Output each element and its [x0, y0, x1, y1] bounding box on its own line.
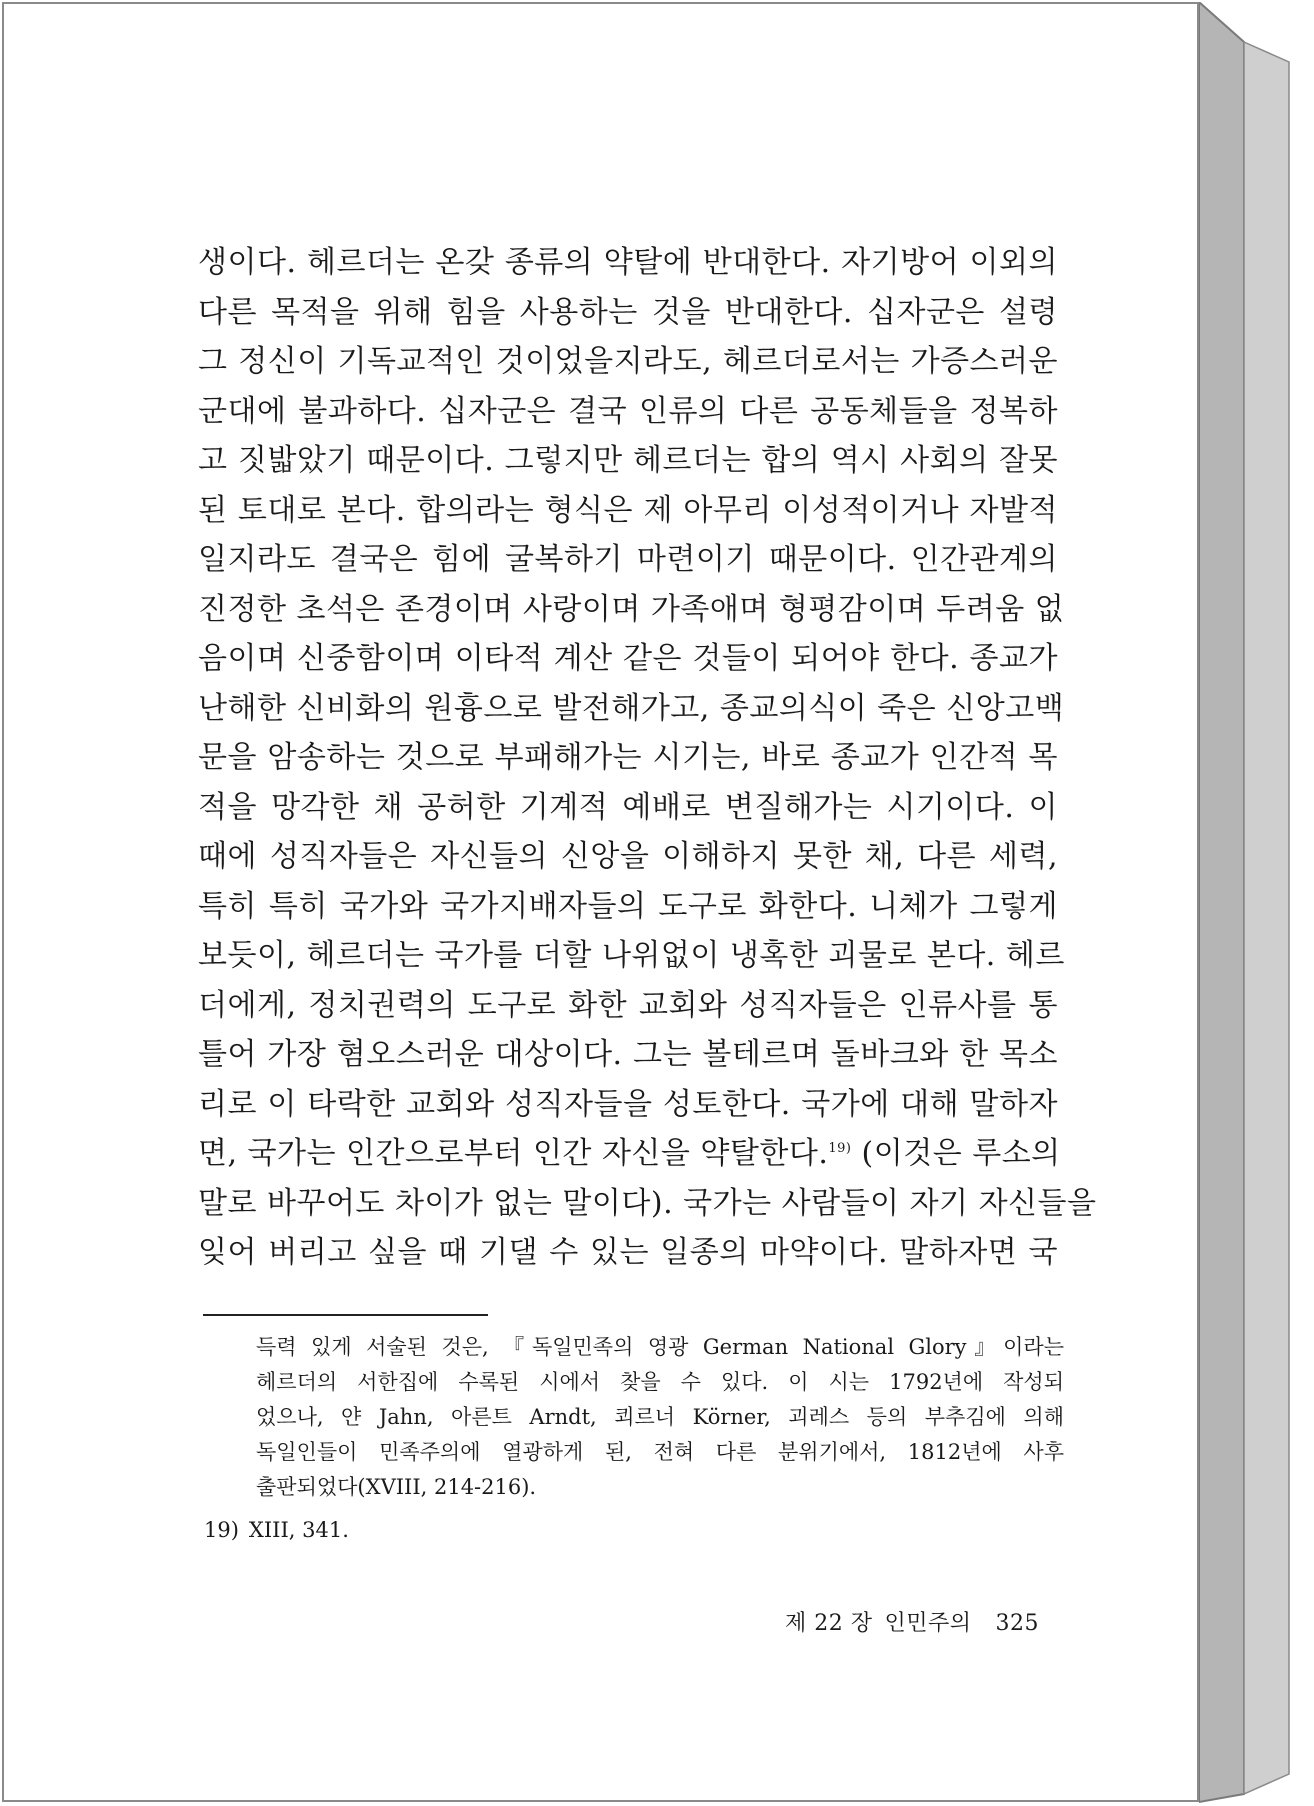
- body-line: 보듯이, 헤르더는 국가를 더할 나위없이 냉혹한 괴물로 본다. 헤르: [198, 938, 1065, 973]
- chapter-label: 제 22 장: [785, 1611, 873, 1636]
- footnote-line: 었으나, 얀 Jahn, 아른트 Arndt, 쾨르너 Körner, 괴레스 등의 부추김에 의해: [256, 1405, 1064, 1429]
- footnote-line: 출판되었다(XVIII, 214-216).: [256, 1475, 537, 1499]
- footnote-19: [204, 1513, 1064, 1548]
- body-line: 군대에 불과하다. 십자군은 결국 인류의 다른 공동체들을 정복하: [198, 393, 1058, 429]
- body-line: 된 토대로 본다. 합의라는 형식은 제 아무리 이성적이거나 자발적: [198, 492, 1058, 528]
- chapter-title: 인민주의: [884, 1611, 972, 1636]
- footnote-number: 19): [204, 1518, 239, 1542]
- body-line: 더에게, 정치권력의 도구로 화한 교회와 성직자들은 인류사를 통: [198, 987, 1058, 1023]
- main-body-text: [198, 238, 1097, 1278]
- body-line: 진정한 초석은 존경이며 사랑이며 가족애며 형평감이며 두려움 없: [198, 591, 1065, 627]
- body-line: 틀어 가장 혐오스러운 대상이다. 그는 볼테르며 돌바크와 한 목소: [198, 1037, 1058, 1072]
- body-line: 다른 목적을 위해 힘을 사용하는 것을 반대한다. 십자군은 설령: [198, 294, 1058, 330]
- body-line: 난해한 신비화의 원흉으로 발전해가고, 종교의식이 죽은 신앙고백: [198, 690, 1065, 726]
- body-line: 생이다. 헤르더는 온갖 종류의 약탈에 반대한다. 자기방어 이외의: [198, 245, 1058, 280]
- body-line: 고 짓밟았기 때문이다. 그렇지만 헤르더는 합의 역시 사회의 잘못: [198, 443, 1058, 478]
- body-line: 적을 망각한 채 공허한 기계적 예배로 변질해가는 시기이다. 이: [198, 789, 1058, 825]
- body-line: 일지라도 결국은 힘에 굴복하기 마련이기 때문이다. 인간관계의: [198, 542, 1058, 577]
- footnote-line: 헤르더의 서한집에 수록된 시에서 찾을 수 있다. 이 시는 1792년에 작성되: [256, 1370, 1064, 1394]
- footnote-reference-19[interactable]: 19): [828, 1141, 852, 1156]
- running-footer: [785, 1606, 1039, 1637]
- footnote-continued: [204, 1330, 1064, 1505]
- page-number: 325: [995, 1611, 1040, 1636]
- footnote-text: XIII, 341.: [248, 1518, 349, 1542]
- body-line-text: 면, 국가는 인간으로부터 인간 자신을 약탈한다.: [198, 1136, 829, 1171]
- body-line: 그 정신이 기독교적인 것이었을지라도, 헤르더로서는 가증스러운: [198, 344, 1058, 379]
- body-line: 특히 특히 국가와 국가지배자들의 도구로 화한다. 니체가 그렇게: [198, 888, 1058, 924]
- body-line: 때에 성직자들은 자신들의 신앙을 이해하지 못한 채, 다른 세력,: [198, 839, 1058, 874]
- footnotes-section: [204, 1330, 1064, 1548]
- body-line: 말로 바꾸어도 차이가 없는 말이다). 국가는 사람들이 자기 자신들을: [198, 1185, 1097, 1221]
- footnote-line: 독일인들이 민족주의에 열광하게 된, 전혀 다른 분위기에서, 1812년에 사후: [256, 1440, 1064, 1464]
- footnote-line: 득력 있게 서술된 것은, 『독일민족의 영광 German National Glory』이라는: [256, 1335, 1064, 1359]
- body-line: 음이며 신중함이며 이타적 계산 같은 것들이 되어야 한다. 종교가: [198, 641, 1058, 676]
- body-line-with-footnote-ref: [198, 1129, 1061, 1179]
- body-line: 리로 이 타락한 교회와 성직자들을 성토한다. 국가에 대해 말하자: [198, 1086, 1058, 1122]
- body-line-text: (이것은 루소의: [851, 1136, 1061, 1171]
- footnote-divider: [203, 1314, 488, 1316]
- body-line: 잊어 버리고 싶을 때 기댈 수 있는 일종의 마약이다. 말하자면 국: [198, 1235, 1058, 1270]
- body-line: 문을 암송하는 것으로 부패해가는 시기는, 바로 종교가 인간적 목: [198, 740, 1058, 775]
